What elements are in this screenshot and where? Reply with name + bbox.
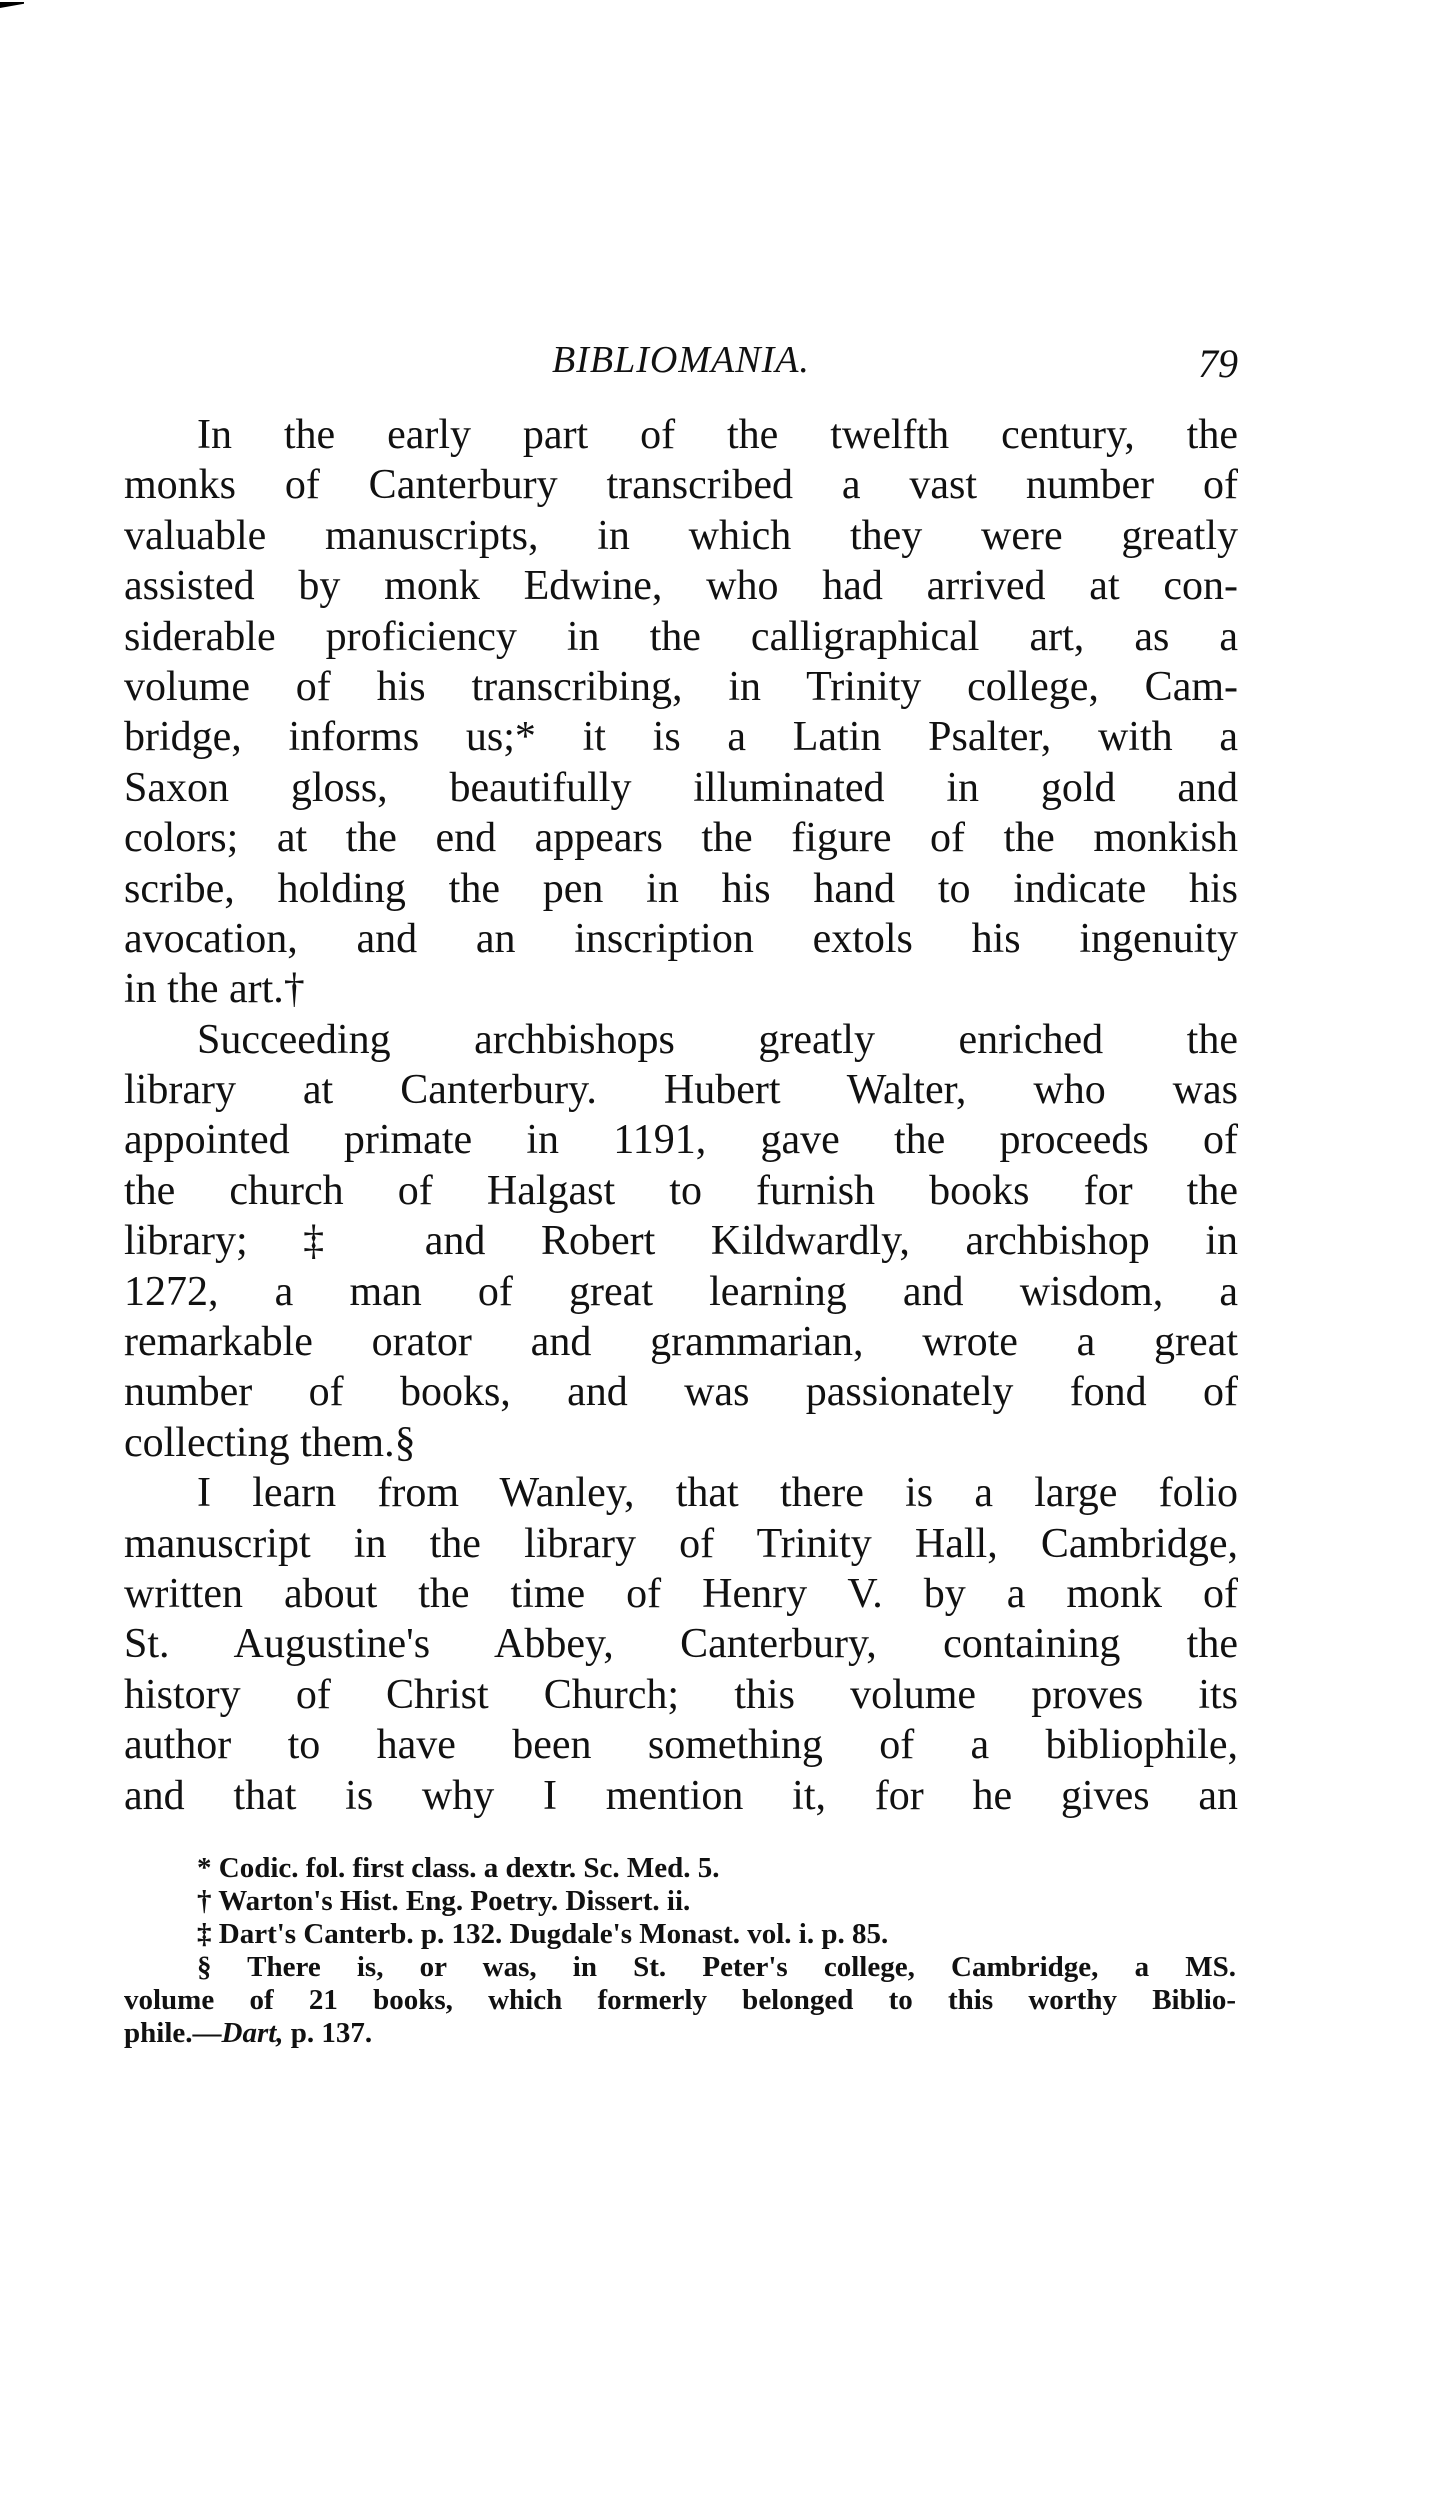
body-line-text: Succeeding archbishops greatly enriched the	[197, 1016, 1238, 1063]
footnote-line-text: * Codic. fol. first class. a dextr. Sc. Med. 5.	[197, 1852, 720, 1884]
body-line-text: volume of his transcribing, in Trinity college, Cam-	[124, 663, 1238, 710]
body-line	[124, 964, 1238, 1014]
body-line	[124, 914, 1238, 964]
footnote-line	[124, 1951, 1236, 1984]
body-line-text: number of books, and was passionately fond of	[124, 1369, 1238, 1416]
body-line	[124, 1468, 1238, 1518]
page-number: 79	[1198, 341, 1238, 386]
footnote-line-text: † Warton's Hist. Eng. Poetry. Dissert. ii.	[197, 1885, 691, 1917]
body-line	[124, 1619, 1238, 1669]
body-line	[124, 1317, 1238, 1367]
body-line-text: siderable proficiency in the calligraphical art, as a	[124, 613, 1238, 660]
body-line	[124, 1166, 1238, 1216]
body-line-text: collecting them.§	[124, 1419, 416, 1466]
footnote-line-text: ‡ Dart's Canterb. p. 132. Dugdale's Monast. vol. i. p. 85.	[197, 1918, 889, 1950]
body-line	[124, 410, 1238, 460]
body-line	[124, 561, 1238, 611]
footnote-line	[124, 1918, 1236, 1951]
body-line-text: 1272, a man of great learning and wisdom, a	[124, 1268, 1238, 1315]
body-line	[124, 813, 1238, 863]
body-line-text: In the early part of the twelfth century, the	[197, 412, 1238, 458]
footnotes	[124, 1852, 1236, 2050]
body-line-text: history of Christ Church; this volume proves its	[124, 1671, 1238, 1718]
body-line-text: written about the time of Henry V. by a monk of	[124, 1570, 1238, 1617]
scan-corner-mark	[0, 2, 24, 8]
footnote-line	[124, 1984, 1236, 2017]
body-line-text: library at Canterbury. Hubert Walter, who was	[124, 1067, 1238, 1114]
body-line-text: monks of Canterbury transcribed a vast number of	[124, 462, 1238, 509]
body-line	[124, 1216, 1238, 1266]
body-line-text: I learn from Wanley, that there is a large folio	[197, 1470, 1238, 1517]
body-line-text: and that is why I mention it, for he gives an	[124, 1772, 1238, 1819]
body-line	[124, 662, 1238, 712]
body-line	[124, 763, 1238, 813]
body-line-text: author to have been something of a bibliophile,	[124, 1722, 1238, 1769]
body-line	[124, 1115, 1238, 1165]
body-line	[124, 1771, 1238, 1821]
citation-page: p. 137.	[283, 2017, 373, 2049]
footnote-line	[124, 1885, 1236, 1918]
body-line-text: remarkable orator and grammarian, wrote a great	[124, 1319, 1238, 1366]
body-line	[124, 1065, 1238, 1115]
body-line	[124, 864, 1238, 914]
body-line	[124, 712, 1238, 762]
footnote-line-text: phile.—	[124, 2017, 222, 2049]
body-line-text: avocation, and an inscription extols his ingenuity	[124, 915, 1238, 962]
body-line-text: manuscript in the library of Trinity Hall, Cambridge,	[124, 1520, 1238, 1567]
body-line	[124, 460, 1238, 510]
body-text	[124, 410, 1238, 1821]
body-line-text: St. Augustine's Abbey, Canterbury, containing the	[124, 1621, 1238, 1668]
body-line	[124, 511, 1238, 561]
body-line	[124, 1015, 1238, 1065]
body-line-text: bridge, informs us;* it is a Latin Psalter, with a	[124, 714, 1238, 761]
body-line-text: library; ‡ and Robert Kildwardly, archbishop in	[124, 1218, 1238, 1265]
body-line-text: the church of Halgast to furnish books for the	[124, 1167, 1238, 1214]
body-line	[124, 1720, 1238, 1770]
footnote-line	[124, 1852, 1236, 1885]
body-line-text: colors; at the end appears the figure of the monkish	[124, 815, 1238, 862]
body-line	[124, 612, 1238, 662]
body-line	[124, 1418, 1238, 1468]
running-title: BIBLIOMANIA.	[552, 339, 810, 381]
body-line	[124, 1569, 1238, 1619]
page-header	[124, 338, 1238, 388]
body-line-text: valuable manuscripts, in which they were greatly	[124, 512, 1238, 559]
footnote-line-text: § There is, or was, in St. Peter's college, Cambridge, a MS.	[197, 1951, 1236, 1983]
body-line	[124, 1670, 1238, 1720]
footnote-line-text: volume of 21 books, which formerly belonged to this worthy Biblio-	[124, 1984, 1236, 2016]
body-line	[124, 1367, 1238, 1417]
body-line-text: appointed primate in 1191, gave the proceeds of	[124, 1117, 1238, 1164]
citation-author: Dart,	[221, 2017, 284, 2049]
footnote-line	[124, 2017, 1236, 2050]
body-line-text: in the art.†	[124, 966, 305, 1013]
body-line-text: Saxon gloss, beautifully illuminated in gold and	[124, 764, 1238, 811]
body-line-text: scribe, holding the pen in his hand to indicate his	[124, 865, 1238, 912]
body-line	[124, 1519, 1238, 1569]
body-line	[124, 1267, 1238, 1317]
body-line-text: assisted by monk Edwine, who had arrived at con-	[124, 563, 1238, 610]
